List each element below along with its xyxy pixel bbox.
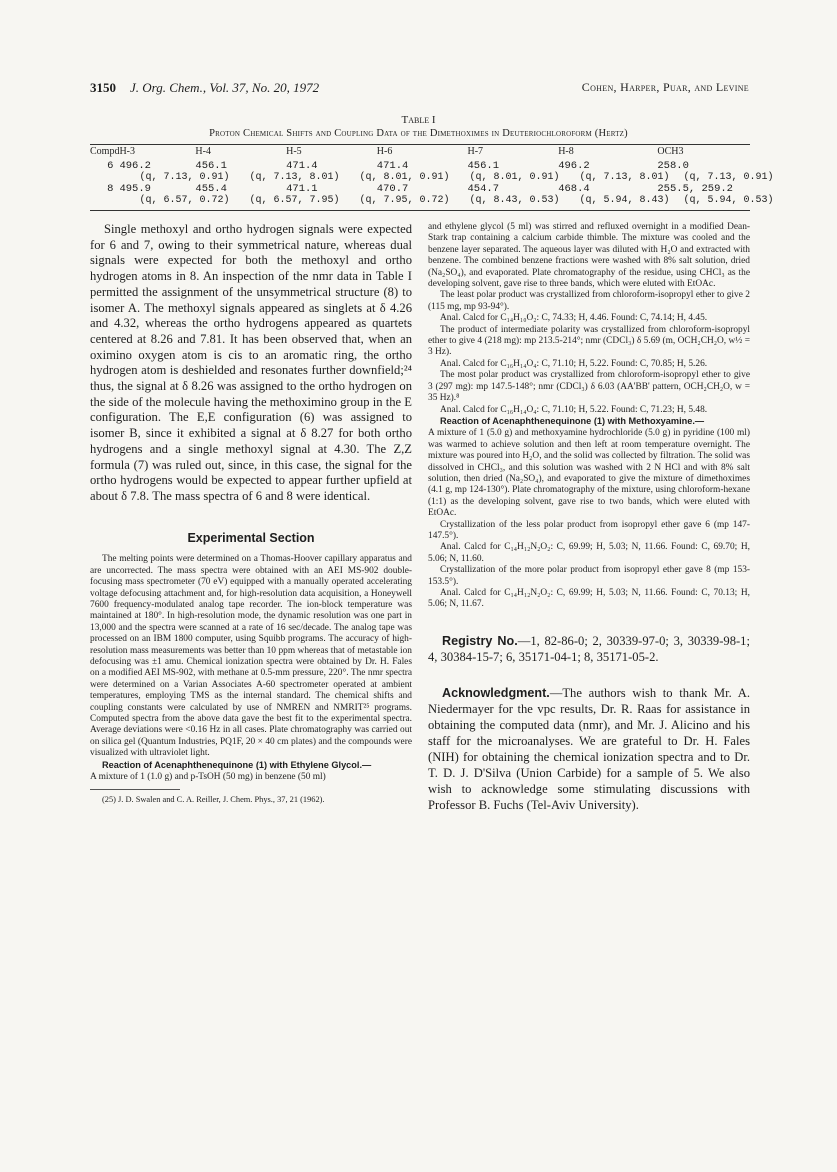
table-cell: 455.4 bbox=[195, 183, 227, 195]
table-cell: 496.2 bbox=[558, 160, 590, 172]
column-header: H-3 bbox=[119, 146, 136, 157]
table-cell: 471.4 bbox=[286, 160, 318, 172]
table-row bbox=[90, 195, 773, 206]
analysis-text: Anal. Calcd for C₁₄H₁₂N₂O₂: C, 69.99; H, 5.03; N, 11.66. Found: C, 70.13; H, 5.06; N, 11.67. bbox=[428, 588, 750, 610]
column-header: H-8 bbox=[558, 146, 574, 157]
journal-citation: J. Org. Chem., Vol. 37, No. 20, 1972 bbox=[130, 80, 320, 95]
analysis-text: Anal. Calcd for C₁₄H₁₂N₂O₂: C, 69.99; H, 5.03; N, 11.66. Found: C, 69.70; H, 5.06; N, 11.60. bbox=[428, 542, 750, 564]
table-cell: 468.4 bbox=[558, 183, 590, 195]
table-cell: 454.7 bbox=[467, 183, 500, 195]
table-cell: 496.2 bbox=[119, 160, 151, 172]
table-cell: (q, 7.13, 0.91) bbox=[139, 172, 230, 183]
footnote: (25) J. D. Swalen and C. A. Reiller, J. Chem. Phys., 37, 21 (1962). bbox=[102, 795, 325, 805]
table-cell: (q, 7.13, 8.01) bbox=[249, 172, 340, 183]
table-cell: 456.1 bbox=[195, 160, 227, 172]
table-cell: (q, 6.57, 7.95) bbox=[249, 195, 340, 206]
table-cell: 470.7 bbox=[376, 183, 409, 195]
procedure-text: and ethylene glycol (5 ml) was stirred and refluxed overnight in a modified Dean-Stark trap containing a calcium carbide thimble. The mixture was cooled and the benzene layer separated. The aqueous layer was diluted with H₂O and extracted with benzene. The combined benzene fractions were washed with 8% salt solution, dried (Na₂SO₄), and evaporated. Plate chromatography of the residue, using CHCl₃ as the developing solvent, gave rise to three bands, which were eluted with EtOAc. bbox=[428, 222, 750, 290]
registry-text: —1, 82-86-0; 2, 30339-97-0; 3, 30339-98-1; 4, 30384-15-7; 6, 35171-04-1; 8, 35171-05-2. bbox=[428, 633, 750, 664]
procedure-text: The product of intermediate polarity was crystallized from chloroform-isopropyl ether to give 4 (218 mg): mp 213.5-214°; nmr (CDCl₃) δ 5.69 (m, OCH₂CH₂O, w½ = 3 Hz). bbox=[428, 324, 750, 358]
nmr-data-table bbox=[90, 146, 773, 206]
registry-numbers bbox=[428, 633, 750, 665]
table-cell: 8 bbox=[107, 183, 114, 195]
table-bottom-rule bbox=[90, 210, 750, 211]
discussion-paragraph: Single methoxyl and ortho hydrogen signals were expected for 6 and 7, owing to their symmetrical nature, whereas dual signals were expected for both the methoxyl and ortho hydrogen atoms in 8. An inspection of the nmr data in Table I permitted the assignment of the unsymmetrical structure (8) to isomer A. The methoxyl signals appeared as singlets at δ 4.26 and 4.32, whereas the ortho hydrogens appeared as quartets centered at 8.26 and 7.81. It has been observed that, when an oximino oxygen atom is cis to an aromatic ring, the ortho hydrogen atom is deshielded and resonates further downfield;²⁴ thus, the signal at δ 8.26 was assigned to the ortho hydrogen on the side of the molecule having the methoximino group in the E configuration. The E,E configuration (6) was assigned to isomer B, since it exhibited a signal at δ 8.27 for both ortho hydrogens and a single methoxyl signal at 4.30. The Z,Z formula (7) was ruled out, since, in this case, the signal for the ortho hydrogens would be expected to appear further upfield at about δ 7.8. The mass spectra of 6 and 8 were identical. bbox=[90, 222, 412, 503]
running-authors: Cohen, Harper, Puar, and Levine bbox=[581, 80, 749, 94]
table-title: Proton Chemical Shifts and Coupling Data of the Dimethoximes in Deuteriochloroform (Hertz) bbox=[209, 128, 628, 139]
run-in-heading: Reaction of Acenaphthenequinone (1) with Ethylene Glycol.— bbox=[102, 759, 372, 770]
table-row bbox=[90, 172, 773, 183]
procedure-text: Crystallization of the more polar product from isopropyl ether gave 8 (mp 153-153.5°). bbox=[428, 565, 750, 587]
right-column bbox=[428, 222, 750, 813]
procedure-text: A mixture of 1 (1.0 g) and p-TsOH (50 mg) in benzene (50 ml) bbox=[90, 772, 326, 783]
procedure-text: A mixture of 1 (5.0 g) and methoxyamine hydrochloride (5.0 g) in pyridine (100 ml) was warmed to achieve solution and then left at room temperature overnight. The mixture was poured into H₂O, and the solid was collected by filtration. The solid was dissolved in CHCl₃, and this solution was washed with 2 N HCl and with 8% salt solution, then dried (Na₂SO₄), and evaporated to give the mixture of dimethoximes (4.1 g, mp 124-130°). Plate chromatography of the mixture, using chloroform-hexane (1:1) as the developing solvent, gave rise to two bands, which were eluted with EtOAc. bbox=[428, 428, 750, 519]
column-header: H-7 bbox=[467, 146, 484, 157]
section-heading: Experimental Section bbox=[187, 530, 315, 545]
analysis-text: Anal. Calcd for C₁₆H₁₄O₄: C, 71.10; H, 5.22. Found: C, 71.23; H, 5.48. bbox=[440, 404, 708, 415]
column-header: H-4 bbox=[195, 146, 211, 157]
table-cell: 471.4 bbox=[376, 160, 409, 172]
table-header-row bbox=[90, 146, 773, 160]
procedure-text: The most polar product was crystallized from chloroform-isopropyl ether to give 3 (297 mg): mp 147.5-148°; nmr (CDCl₃) δ 6.03 (AA'BB' pattern, OCH₂CH₂O, w = 35 Hz).⁸ bbox=[428, 370, 750, 404]
table-cell: 471.1 bbox=[286, 183, 318, 195]
acknowledgment-heading: Acknowledgment. bbox=[442, 685, 550, 700]
run-in-heading: Reaction of Acenaphthenequinone (1) with Methoxyamine.— bbox=[440, 415, 705, 426]
acknowledgment bbox=[428, 685, 750, 813]
table-row bbox=[90, 160, 773, 172]
table-cell: 255.5, 259.2 bbox=[657, 183, 733, 195]
analysis-text: Anal. Calcd for C₁₄H₁₀O₂: C, 74.33; H, 4.46. Found: C, 74.14; H, 4.45. bbox=[440, 313, 708, 324]
table-cell: (q, 5.94, 8.43) bbox=[579, 195, 670, 206]
experimental-paragraph: The melting points were determined on a Thomas-Hoover capillary apparatus and are uncorrected. The mass spectra were obtained with an AEI MS-902 double-focusing mass spectrometer (70 eV) equipped with a manually operated accelerating voltage defocusing attachment and, for high-resolution data acquisition, a Honeywell 7600 frequency-modulated analog tape recorder. The ion-block temperature was maintained at 180°. In high-resolution mode, the dynamic resolution was one part in 13,000 and the spectra were scanned at a rate of 16 sec/decade. The analog tape was processed on an IBM 1800 computer, using Squibb programs. The accuracy of high-resolution mass measurements was better than 10 ppm whereas that of metastable ion defocusing was ±1 amu. Chemical ionization spectra were obtained by Dr. H. Fales on a modified AEI MS-902, with methane at 0.5-mm pressure, 220°. The nmr spectra were determined on a Varian Associates A-60 spectrometer operated at ambient temperatures, employing TMS as the internal standard. The chemical shifts and coupling constants were calculated by use of NMREN and NMRIT²⁵ programs. Computed spectra from the above data gave the best fit to the experimental spectra. Average deviations were <0.16 Hz in all cases. Plate chromatography was carried out on silica gel (Quantum Industries, PQ1F, 20 × 40 cm plates) and the compounds were visualized with ultraviolet light. bbox=[90, 554, 412, 759]
table-cell: 495.9 bbox=[119, 183, 151, 195]
table-cell: (q, 6.57, 0.72) bbox=[139, 195, 230, 206]
table-cell: (q, 8.43, 0.53) bbox=[469, 195, 560, 206]
footnote-rule bbox=[90, 789, 180, 790]
table-cell: (q, 7.95, 0.72) bbox=[359, 195, 450, 206]
column-header: OCH3 bbox=[657, 146, 684, 157]
page-number: 3150 bbox=[90, 80, 116, 95]
table-cell: (q, 7.13, 8.01) bbox=[579, 172, 670, 183]
registry-heading: Registry No. bbox=[442, 633, 518, 648]
table-cell: (q, 8.01, 0.91) bbox=[469, 172, 560, 183]
table-row bbox=[90, 183, 773, 195]
analysis-text: Anal. Calcd for C₁₆H₁₄O₄: C, 71.10; H, 5.22. Found: C, 70.85; H, 5.26. bbox=[440, 358, 708, 369]
column-header: H-6 bbox=[376, 146, 393, 157]
table-cell: (q, 7.13, 0.91) bbox=[683, 172, 774, 183]
procedure-text: Crystallization of the less polar product from isopropyl ether gave 6 (mp 147-147.5°). bbox=[428, 519, 750, 541]
table-cell: 6 bbox=[107, 160, 114, 172]
acknowledgment-text: —The authors wish to thank Mr. A. Niedermayer for the vpc results, Dr. R. Raas for assistance in obtaining the computed data (nmr), and Mr. J. Alicino and his staff for the microanalyses. We are grateful to Dr. H. Fales (NIH) for obtaining the chemical ionization spectra and to Dr. T. D. J. D'Silva (Union Carbide) for a sample of 5. We also wish to acknowledge some stimulating discussions with Professor B. Fuchs (Tel-Aviv University). bbox=[428, 685, 750, 812]
table-cell: 258.0 bbox=[657, 160, 689, 172]
left-column bbox=[90, 222, 412, 805]
table-cell: (q, 5.94, 0.53) bbox=[683, 195, 774, 206]
table-cell: (q, 8.01, 0.91) bbox=[359, 172, 450, 183]
table-top-rule bbox=[90, 144, 750, 145]
table-cell: 456.1 bbox=[467, 160, 500, 172]
column-header: H-5 bbox=[286, 146, 302, 157]
procedure-text: The least polar product was crystallized from chloroform-isopropyl ether to give 2 (115 mg, mp 93-94°). bbox=[428, 290, 750, 312]
column-header: Compd bbox=[90, 146, 120, 157]
table-label: Table I bbox=[401, 114, 436, 126]
